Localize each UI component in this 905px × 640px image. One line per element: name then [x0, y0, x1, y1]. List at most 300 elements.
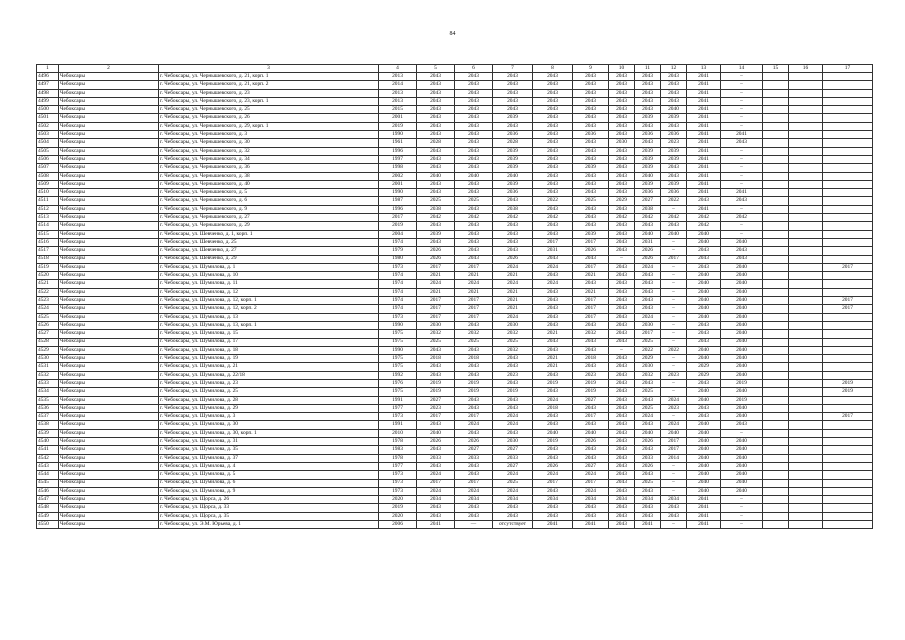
- table-row: [37, 429, 873, 437]
- c13-cell: 2040: [687, 454, 721, 462]
- c15-cell: [763, 305, 789, 313]
- c14-cell: 2040: [721, 263, 763, 271]
- c7-cell: 2019: [493, 388, 533, 396]
- year-built-cell: 1973: [379, 413, 417, 421]
- c16-cell: [789, 288, 823, 296]
- c7-cell: 2039: [493, 164, 533, 172]
- address-cell: г. Чебоксары, ул. Чернышевского, д. 40: [159, 180, 379, 188]
- table-row: [37, 496, 873, 504]
- c13-cell: 2040: [687, 305, 721, 313]
- c12-cell: 2043: [661, 73, 687, 81]
- c15-cell: [763, 81, 789, 89]
- settlement-cell: Чебоксары: [59, 471, 159, 479]
- year-built-cell: 2013: [379, 73, 417, 81]
- c11-cell: 2030: [635, 321, 661, 329]
- c16-cell: [789, 205, 823, 213]
- c16-cell: [789, 363, 823, 371]
- c10-cell: 2043: [609, 147, 635, 155]
- table-row: [37, 263, 873, 271]
- c15-cell: [763, 413, 789, 421]
- c6-cell: 2024: [455, 421, 493, 429]
- c16-cell: [789, 396, 823, 404]
- settlement-cell: Чебоксары: [59, 429, 159, 437]
- c8-cell: 2026: [533, 462, 573, 470]
- c16-cell: [789, 222, 823, 230]
- address-cell: г. Чебоксары, ул. Шевченко, д. 25: [159, 238, 379, 246]
- year-built-cell: 2001: [379, 114, 417, 122]
- c8-cell: 2017: [533, 479, 573, 487]
- table-row: [37, 106, 873, 114]
- row-number-cell: 4530: [37, 355, 59, 363]
- c11-cell: 2043: [635, 504, 661, 512]
- c10-cell: –: [609, 346, 635, 354]
- c10-cell: 2043: [609, 429, 635, 437]
- c8-cell: 2024: [533, 280, 573, 288]
- settlement-cell: Чебоксары: [59, 521, 159, 529]
- c5-cell: 2040: [417, 172, 455, 180]
- c14-cell: –: [721, 147, 763, 155]
- settlement-cell: Чебоксары: [59, 404, 159, 412]
- c12-cell: 2014: [661, 454, 687, 462]
- c16-cell: [789, 247, 823, 255]
- c12-cell: 2039: [661, 147, 687, 155]
- c16-cell: [789, 214, 823, 222]
- c13-cell: 2041: [687, 114, 721, 122]
- table-row: [37, 371, 873, 379]
- settlement-cell: Чебоксары: [59, 379, 159, 387]
- c6-cell: 2043: [455, 147, 493, 155]
- c17-cell: [823, 172, 873, 180]
- c6-cell: 2017: [455, 305, 493, 313]
- c6-cell: 2043: [455, 164, 493, 172]
- row-number-cell: 4548: [37, 504, 59, 512]
- c6-cell: 2043: [455, 73, 493, 81]
- c17-cell: [823, 330, 873, 338]
- c15-cell: [763, 421, 789, 429]
- c6-cell: 2019: [455, 379, 493, 387]
- c6-cell: 2033: [455, 454, 493, 462]
- column-number-6: 6: [455, 65, 493, 73]
- c7-cell: 2028: [493, 139, 533, 147]
- c8-cell: 2040: [533, 429, 573, 437]
- year-built-cell: 2004: [379, 230, 417, 238]
- c8-cell: 2022: [533, 197, 573, 205]
- settlement-cell: Чебоксары: [59, 355, 159, 363]
- c9-cell: 2043: [573, 222, 609, 230]
- row-number-cell: 4501: [37, 114, 59, 122]
- address-cell: г. Чебоксары, ул. Шумилова, д. 25: [159, 388, 379, 396]
- c6-cell: 2043: [455, 238, 493, 246]
- c10-cell: 2043: [609, 446, 635, 454]
- c17-cell: [823, 355, 873, 363]
- c10-cell: 2043: [609, 305, 635, 313]
- c14-cell: –: [721, 97, 763, 105]
- c5-cell: 2034: [417, 496, 455, 504]
- c13-cell: 2043: [687, 247, 721, 255]
- c7-cell: 2036: [493, 131, 533, 139]
- year-built-cell: 1997: [379, 155, 417, 163]
- c15-cell: [763, 462, 789, 470]
- c11-cell: 2022: [635, 346, 661, 354]
- c9-cell: 2043: [573, 73, 609, 81]
- year-built-cell: 2015: [379, 106, 417, 114]
- c10-cell: 2043: [609, 172, 635, 180]
- c13-cell: 2041: [687, 122, 721, 130]
- c14-cell: –: [721, 73, 763, 81]
- c12-cell: –: [661, 479, 687, 487]
- c14-cell: –: [721, 180, 763, 188]
- settlement-cell: Чебоксары: [59, 230, 159, 238]
- year-built-cell: 2019: [379, 504, 417, 512]
- c9-cell: 2019: [573, 388, 609, 396]
- table-row: [37, 438, 873, 446]
- c10-cell: 2043: [609, 512, 635, 520]
- c5-cell: 2043: [417, 189, 455, 197]
- c14-cell: –: [721, 164, 763, 172]
- c11-cell: 2026: [635, 247, 661, 255]
- address-cell: г. Чебоксары, ул. Чернышевского, д. 36: [159, 164, 379, 172]
- c9-cell: 2039: [573, 164, 609, 172]
- c12-cell: 2017: [661, 438, 687, 446]
- c12-cell: 2039: [661, 180, 687, 188]
- c8-cell: 2043: [533, 122, 573, 130]
- c8-cell: 2041: [533, 521, 573, 529]
- c11-cell: 2043: [635, 446, 661, 454]
- c9-cell: 2036: [573, 131, 609, 139]
- c6-cell: 2043: [455, 429, 493, 437]
- address-cell: г. Чебоксары, ул. Чернышевского, д. 21, корп. 1: [159, 73, 379, 81]
- c13-cell: 2040: [687, 280, 721, 288]
- row-number-cell: 4515: [37, 230, 59, 238]
- table-row: [37, 413, 873, 421]
- settlement-cell: Чебоксары: [59, 504, 159, 512]
- c9-cell: 2017: [573, 263, 609, 271]
- row-number-cell: 4516: [37, 238, 59, 246]
- c9-cell: 2043: [573, 338, 609, 346]
- c5-cell: 2043: [417, 164, 455, 172]
- c13-cell: 2040: [687, 355, 721, 363]
- c8-cell: 2043: [533, 97, 573, 105]
- settlement-cell: Чебоксары: [59, 222, 159, 230]
- c9-cell: 2043: [573, 180, 609, 188]
- c13-cell: 2029: [687, 363, 721, 371]
- c13-cell: 2041: [687, 521, 721, 529]
- c8-cell: 2043: [533, 421, 573, 429]
- c7-cell: 2043: [493, 504, 533, 512]
- c6-cell: 2021: [455, 288, 493, 296]
- table-row: [37, 462, 873, 470]
- column-number-8: 8: [533, 65, 573, 73]
- c12-cell: 2039: [661, 155, 687, 163]
- row-number-cell: 4519: [37, 263, 59, 271]
- address-cell: г. Чебоксары, ул. Шумилова, д. 30, корп. 1: [159, 429, 379, 437]
- c10-cell: 2043: [609, 330, 635, 338]
- c12-cell: –: [661, 487, 687, 495]
- c6-cell: 2043: [455, 97, 493, 105]
- c12-cell: –: [661, 471, 687, 479]
- row-number-cell: 4533: [37, 379, 59, 387]
- c6-cell: 2043: [455, 106, 493, 114]
- c12-cell: 2043: [661, 222, 687, 230]
- c8-cell: 2043: [533, 139, 573, 147]
- c6-cell: 2043: [455, 131, 493, 139]
- c11-cell: 2024: [635, 313, 661, 321]
- c10-cell: 2043: [609, 521, 635, 529]
- address-cell: г. Чебоксары, ул. Шевченко, д. 1, корп. 1: [159, 230, 379, 238]
- c11-cell: 2039: [635, 180, 661, 188]
- c5-cell: 2025: [417, 197, 455, 205]
- c10-cell: 2030: [609, 139, 635, 147]
- c12-cell: –: [661, 288, 687, 296]
- c12-cell: –: [661, 355, 687, 363]
- c12-cell: 2043: [661, 504, 687, 512]
- address-cell: г. Чебоксары, ул. Чернышевского, д. 27: [159, 214, 379, 222]
- row-number-cell: 4524: [37, 305, 59, 313]
- year-built-cell: 1973: [379, 487, 417, 495]
- row-number-cell: 4529: [37, 346, 59, 354]
- c9-cell: 2040: [573, 429, 609, 437]
- row-number-cell: 4498: [37, 89, 59, 97]
- c14-cell: –: [721, 122, 763, 130]
- c16-cell: [789, 321, 823, 329]
- c8-cell: 2043: [533, 288, 573, 296]
- c6-cell: 2026: [455, 438, 493, 446]
- c13-cell: 2040: [687, 487, 721, 495]
- c7-cell: 2043: [493, 230, 533, 238]
- c16-cell: [789, 189, 823, 197]
- table-row: [37, 404, 873, 412]
- c7-cell: 2032: [493, 346, 533, 354]
- c10-cell: 2034: [609, 496, 635, 504]
- table-row: [37, 189, 873, 197]
- address-cell: г. Чебоксары, ул. Чернышевского, д. 21, корп. 2: [159, 81, 379, 89]
- c17-cell: [823, 338, 873, 346]
- address-cell: г. Чебоксары, ул. Шумилова, д. 21: [159, 363, 379, 371]
- row-number-cell: 4536: [37, 404, 59, 412]
- c13-cell: 2043: [687, 330, 721, 338]
- page-number: 84: [449, 31, 456, 37]
- c10-cell: 2043: [609, 131, 635, 139]
- c13-cell: 2043: [687, 338, 721, 346]
- c13-cell: 2041: [687, 89, 721, 97]
- c15-cell: [763, 272, 789, 280]
- c5-cell: 2043: [417, 131, 455, 139]
- column-number-16: 16: [789, 65, 823, 73]
- c11-cell: 2039: [635, 147, 661, 155]
- row-number-cell: 4528: [37, 338, 59, 346]
- table-row: [37, 164, 873, 172]
- c7-cell: 2043: [493, 247, 533, 255]
- c9-cell: 2017: [573, 413, 609, 421]
- c6-cell: 2043: [455, 471, 493, 479]
- year-built-cell: 2013: [379, 89, 417, 97]
- row-number-cell: 4539: [37, 429, 59, 437]
- c7-cell: 2043: [493, 363, 533, 371]
- address-cell: г. Чебоксары, ул. Чернышевского, д. 9: [159, 205, 379, 213]
- row-number-cell: 4511: [37, 197, 59, 205]
- c7-cell: 2024: [493, 421, 533, 429]
- c12-cell: 2040: [661, 106, 687, 114]
- c7-cell: 2025: [493, 338, 533, 346]
- c17-cell: [823, 280, 873, 288]
- c9-cell: 2043: [573, 114, 609, 122]
- c12-cell: 2036: [661, 131, 687, 139]
- year-built-cell: 1977: [379, 404, 417, 412]
- c13-cell: 2040: [687, 421, 721, 429]
- settlement-cell: Чебоксары: [59, 512, 159, 520]
- settlement-cell: Чебоксары: [59, 263, 159, 271]
- c13-cell: 2040: [687, 462, 721, 470]
- c11-cell: 2043: [635, 305, 661, 313]
- c12-cell: –: [661, 297, 687, 305]
- c12-cell: 2040: [661, 230, 687, 238]
- c6-cell: 2043: [455, 89, 493, 97]
- table-row: [37, 73, 873, 81]
- c15-cell: [763, 73, 789, 81]
- settlement-cell: Чебоксары: [59, 421, 159, 429]
- c11-cell: 2036: [635, 131, 661, 139]
- table-row: [37, 255, 873, 263]
- c5-cell: 2039: [417, 230, 455, 238]
- c8-cell: 2031: [533, 247, 573, 255]
- address-cell: г. Чебоксары, ул. Шумилова, д. 12, корп. 1: [159, 297, 379, 305]
- c10-cell: 2043: [609, 504, 635, 512]
- c17-cell: 2017: [823, 263, 873, 271]
- c11-cell: 2043: [635, 139, 661, 147]
- c10-cell: 2043: [609, 363, 635, 371]
- c13-cell: 2040: [687, 438, 721, 446]
- c10-cell: 2043: [609, 230, 635, 238]
- c7-cell: 2039: [493, 114, 533, 122]
- c15-cell: [763, 388, 789, 396]
- table-row: [37, 97, 873, 105]
- table-row: [37, 487, 873, 495]
- settlement-cell: Чебоксары: [59, 272, 159, 280]
- c12-cell: 2023: [661, 371, 687, 379]
- c6-cell: 2024: [455, 487, 493, 495]
- c16-cell: [789, 263, 823, 271]
- c10-cell: 2043: [609, 122, 635, 130]
- c9-cell: 2041: [573, 521, 609, 529]
- row-number-cell: 4543: [37, 462, 59, 470]
- c7-cell: 2039: [493, 155, 533, 163]
- c12-cell: 2043: [661, 97, 687, 105]
- c6-cell: 2043: [455, 321, 493, 329]
- c11-cell: 2027: [635, 197, 661, 205]
- row-number-cell: 4544: [37, 471, 59, 479]
- c16-cell: [789, 379, 823, 387]
- column-number-11: 11: [635, 65, 661, 73]
- c17-cell: [823, 255, 873, 263]
- c15-cell: [763, 396, 789, 404]
- address-cell: г. Чебоксары, ул. Чернышевского, д. 32: [159, 147, 379, 155]
- c9-cell: 2043: [573, 504, 609, 512]
- settlement-cell: Чебоксары: [59, 172, 159, 180]
- address-cell: г. Чебоксары, ул. Чернышевского, д. 26: [159, 114, 379, 122]
- row-number-cell: 4532: [37, 371, 59, 379]
- c17-cell: [823, 114, 873, 122]
- settlement-cell: Чебоксары: [59, 297, 159, 305]
- c9-cell: 2024: [573, 471, 609, 479]
- table-row: [37, 454, 873, 462]
- c17-cell: [823, 363, 873, 371]
- c11-cell: 2043: [635, 379, 661, 387]
- c8-cell: 2024: [533, 263, 573, 271]
- c15-cell: [763, 131, 789, 139]
- c7-cell: 2021: [493, 297, 533, 305]
- c10-cell: 2043: [609, 106, 635, 114]
- c16-cell: [789, 97, 823, 105]
- c6-cell: 2025: [455, 197, 493, 205]
- c5-cell: 2027: [417, 396, 455, 404]
- c11-cell: 2043: [635, 73, 661, 81]
- c11-cell: 2043: [635, 122, 661, 130]
- c11-cell: 2029: [635, 355, 661, 363]
- year-built-cell: 1974: [379, 288, 417, 296]
- c14-cell: 2040: [721, 305, 763, 313]
- row-number-cell: 4506: [37, 155, 59, 163]
- c8-cell: 2018: [533, 404, 573, 412]
- address-cell: г. Чебоксары, ул. Шумилова, д. 13: [159, 313, 379, 321]
- c14-cell: –: [721, 230, 763, 238]
- c11-cell: 2030: [635, 363, 661, 371]
- c12-cell: 2024: [661, 396, 687, 404]
- settlement-cell: Чебоксары: [59, 371, 159, 379]
- c12-cell: 2022: [661, 346, 687, 354]
- c11-cell: 2039: [635, 164, 661, 172]
- c8-cell: 2043: [533, 487, 573, 495]
- c13-cell: 2040: [687, 346, 721, 354]
- c15-cell: [763, 205, 789, 213]
- c6-cell: 2043: [455, 396, 493, 404]
- c12-cell: 2017: [661, 255, 687, 263]
- c17-cell: [823, 487, 873, 495]
- c7-cell: 2043: [493, 429, 533, 437]
- c13-cell: 2040: [687, 288, 721, 296]
- c8-cell: 2021: [533, 355, 573, 363]
- c12-cell: 2043: [661, 81, 687, 89]
- table-row: [37, 388, 873, 396]
- c5-cell: 2043: [417, 363, 455, 371]
- row-number-cell: 4503: [37, 131, 59, 139]
- year-built-cell: 1978: [379, 438, 417, 446]
- c10-cell: 2043: [609, 421, 635, 429]
- c6-cell: 2017: [455, 479, 493, 487]
- c15-cell: [763, 338, 789, 346]
- c11-cell: 2026: [635, 255, 661, 263]
- year-built-cell: 1973: [379, 471, 417, 479]
- table-row: [37, 89, 873, 97]
- c17-cell: [823, 73, 873, 81]
- row-number-cell: 4496: [37, 73, 59, 81]
- c5-cell: 2032: [417, 330, 455, 338]
- c5-cell: 2017: [417, 263, 455, 271]
- c13-cell: 2040: [687, 238, 721, 246]
- c13-cell: 2041: [687, 205, 721, 213]
- c13-cell: 2043: [687, 255, 721, 263]
- c7-cell: 2043: [493, 379, 533, 387]
- table-row: [37, 230, 873, 238]
- table-row: [37, 214, 873, 222]
- column-number-17: 17: [823, 65, 873, 73]
- c17-cell: [823, 321, 873, 329]
- c14-cell: 2019: [721, 379, 763, 387]
- row-number-cell: 4526: [37, 321, 59, 329]
- c9-cell: 2043: [573, 255, 609, 263]
- table-row: [37, 222, 873, 230]
- year-built-cell: 2013: [379, 97, 417, 105]
- c11-cell: 2043: [635, 106, 661, 114]
